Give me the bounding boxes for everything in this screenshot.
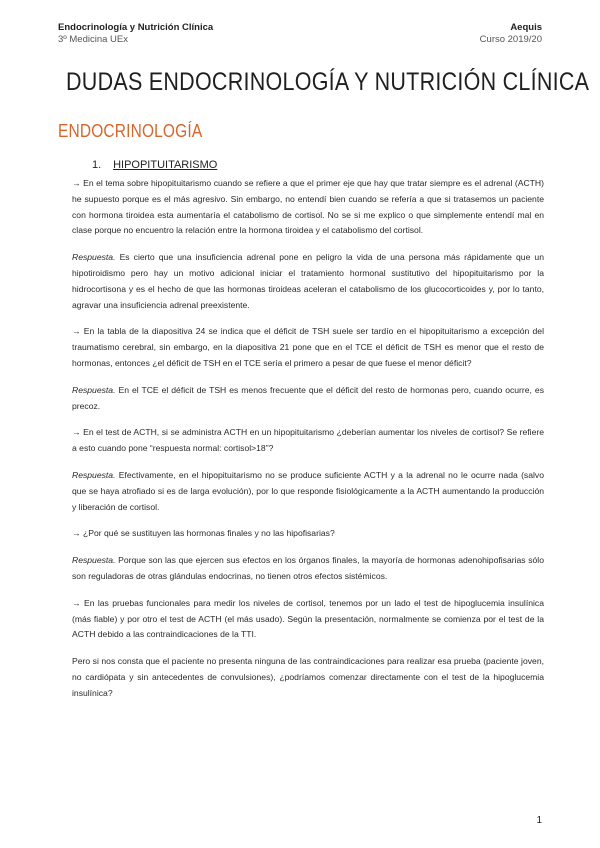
answer-text: En el TCE el déficit de TSH es menos frecuente que el déficit del resto de hormonas pero, cuando ocurre, es precoz.	[72, 384, 544, 411]
answer-label: Respuesta.	[72, 252, 116, 263]
header-academic-year: Curso 2019/20	[479, 34, 542, 45]
answer-paragraph	[72, 553, 544, 585]
question-paragraph: → En el tema sobre hipopituitarismo cuando se refiere a que el primer eje que hay que tratar siempre es el adrenal (ACTH) he supuesto porque es el más agresivo. Sin embargo, no entendí bien cuando se refería a que si tratasemos un paciente con hormona tiroidea esta aumentaría el catabolismo de cortisol. No se si me explico o que simplemente entendí mal en clase porque no encuentro la relación entre la hormona tiroidea y el catabolismo del cortisol.	[72, 178, 544, 236]
question-paragraph: → En el test de ACTH, si se administra ACTH en un hipopituitarismo ¿deberían aumentar los niveles de cortisol? Se refiere a esto cuando pone “respuesta normal: cortisol>18”?	[72, 427, 544, 454]
question-paragraph: → ¿Por qué se sustituyen las hormonas finales y no las hipofisarias?	[72, 528, 335, 539]
page-number: 1	[536, 815, 542, 826]
answer-paragraph	[72, 383, 544, 415]
page-header	[58, 22, 542, 48]
answer-paragraph	[72, 468, 544, 515]
answer-text: Porque son las que ejercen sus efectos en los órganos finales, la mayoría de hormonas adenohipofisarias sólo son reguladoras de otras glándulas endocrinas, no tienen otros efectos sistémicos.	[72, 555, 544, 581]
question-paragraph: → En la tabla de la diapositiva 24 se indica que el déficit de TSH suele ser tardío en el hipopituitarismo a excepción del traumatismo cerebral, sin embargo, en la diapositiva 21 pone que en el TCE el déficit de TSH es menor que el resto de hormonas, entonces ¿el déficit de TSH en el TCE sería el primero a pesar de que fuese el menor déficit?	[72, 326, 544, 368]
document-body	[72, 176, 544, 702]
document-title: DUDAS ENDOCRINOLOGÍA Y NUTRICIÓN CLÍNICA	[66, 68, 590, 96]
answer-label: Respuesta.	[72, 384, 116, 395]
answer-label: Respuesta.	[72, 469, 116, 480]
header-course-subtitle: 3º Medicina UEx	[58, 34, 128, 45]
header-right	[480, 22, 542, 46]
question-paragraph: → En las pruebas funcionales para medir los niveles de cortisol, tenemos por un lado el test de hipoglucemia insulínica (más fiable) y por otro el test de ACTH (el más usado). Según la presentación, normalmente se comienza por el test de la ACTH debido a las contraindicaciones de la TTI.	[72, 597, 544, 640]
header-left	[58, 22, 213, 46]
answer-label: Respuesta.	[72, 555, 116, 566]
answer-text: Efectivamente, en el hipopituitarismo no se produce suficiente ACTH y a la adrenal no le ocurre nada (salvo que se haya atrofiado si es de larga evolución), por lo que responde fisiológicamente a la ACTH aumentando la producción y liberación de cortisol.	[72, 469, 544, 512]
subsection-title: HIPOPITUITARISMO	[113, 159, 218, 171]
section-title: ENDOCRINOLOGÍA	[58, 121, 203, 141]
header-course-title: Endocrinología y Nutrición Clínica	[58, 22, 214, 33]
question-paragraph: Pero si nos consta que el paciente no presenta ninguna de las contraindicaciones para realizar esa prueba (paciente joven, no cardiópata y sin antecedentes de convulsiones), ¿podríamos comenzar directamente con el test de la hipoglucemia insulínica?	[72, 656, 544, 698]
subsection-heading	[92, 159, 217, 171]
answer-paragraph	[72, 250, 544, 313]
answer-text: Es cierto que una insuficiencia adrenal pone en peligro la vida de una persona más rápidamente que un hipotiroidismo pero hay un motivo adicional iniciar el tratamiento hormonal sustitutivo del hipopituitarismo por la hidrocortisona y es el hecho de que las hormonas tiroideas aceleran el catabolismo de los glucocorticoides y, por lo tanto, agravar una insuficiencia adrenal preexistente.	[72, 252, 544, 310]
subsection-number: 1.	[92, 159, 102, 171]
header-author: Aequis	[510, 22, 542, 33]
